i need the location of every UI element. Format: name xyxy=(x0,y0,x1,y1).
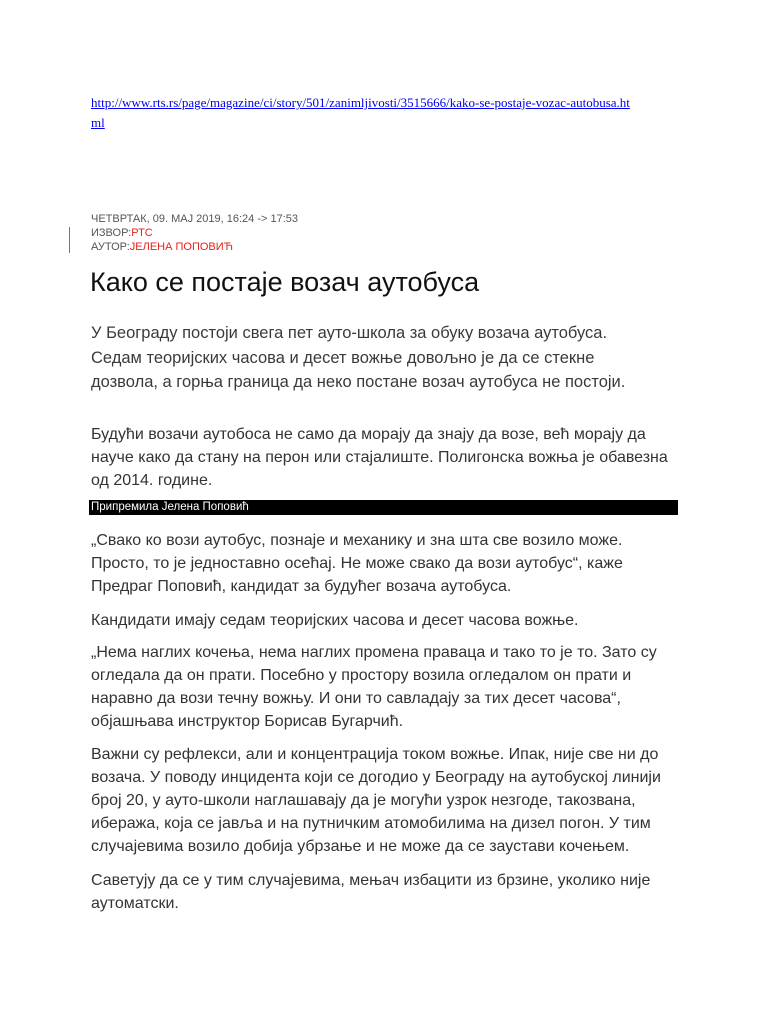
author-value[interactable]: ЈЕЛЕНА ПОПОВИЋ xyxy=(129,241,234,253)
paragraph-5: Важни су рефлекси, али и концентрација током вожње. Ипак, није све ни до возача. У поводу инцидента који се догодио у Београду на аутобуској линији број 20, у ауто-школи наглашавају да је могући узрок незгоде, такозвана, ибеража, која се јавља и на путничким атомобилима на дизел погон. У тим случајевима возило добија убрзање и не може да се заустави кочењем. xyxy=(91,746,661,855)
article-meta xyxy=(91,212,298,254)
article-lead: У Београду постоји свега пет ауто-школа за обуку возача аутобуса. Седам теоријских часова и десет вожње довољно је да се стекне дозвола, а горња граница да неко постане возач аутобуса не постоји. xyxy=(91,324,626,391)
article-source xyxy=(91,226,298,240)
author-label: АУТОР: xyxy=(91,241,130,253)
paragraph-2: „Свако ко вози аутобус, познаје и механику и зна шта све возило може. Просто, то је једноставно осећај. Не може свако да вози аутобус“, каже Предраг Поповић, кандидат за будућег возача аутобуса. xyxy=(91,532,623,595)
meta-divider xyxy=(69,227,70,253)
article-author xyxy=(91,240,298,254)
paragraph-6: Саветују да се у тим случајевима, мењач избацити из брзине, уколико није аутоматски. xyxy=(91,872,651,912)
paragraph-1: Будући возачи аутобоса не само да морају да знају да возе, већ морају да науче како да стану на перон или стајалиште. Полигонска вожња је обавезна од 2014. године. xyxy=(91,426,668,489)
article-title: Како се постаје возач аутобуса xyxy=(90,267,480,297)
paragraph-4: „Нема наглих кочења, нема наглих промена правaца и тако то је то. Зато су огледала да он прати. Посебно у простору возила огледалом он прати и наравно да вози течну вожњу. И они то савладају за тих десет часова“, објашњава инструктор Борисав Бугарчић. xyxy=(91,644,657,730)
image-caption: Припремила Јелена Поповић xyxy=(89,500,678,515)
source-link[interactable]: http://www.rts.rs/page/magazine/ci/story/501/zanimljivosti/3515666/kako-se-postaje-vozac-autobusa.html xyxy=(91,95,630,130)
article-date: ЧЕТВРТАК, 09. МАЈ 2019, 16:24 -> 17:53 xyxy=(91,213,299,225)
source-label: ИЗВОР: xyxy=(91,227,132,239)
source-value[interactable]: РТС xyxy=(131,227,153,239)
paragraph-3: Кандидати имају седам теоријских часова и десет часова вожње. xyxy=(91,612,579,629)
